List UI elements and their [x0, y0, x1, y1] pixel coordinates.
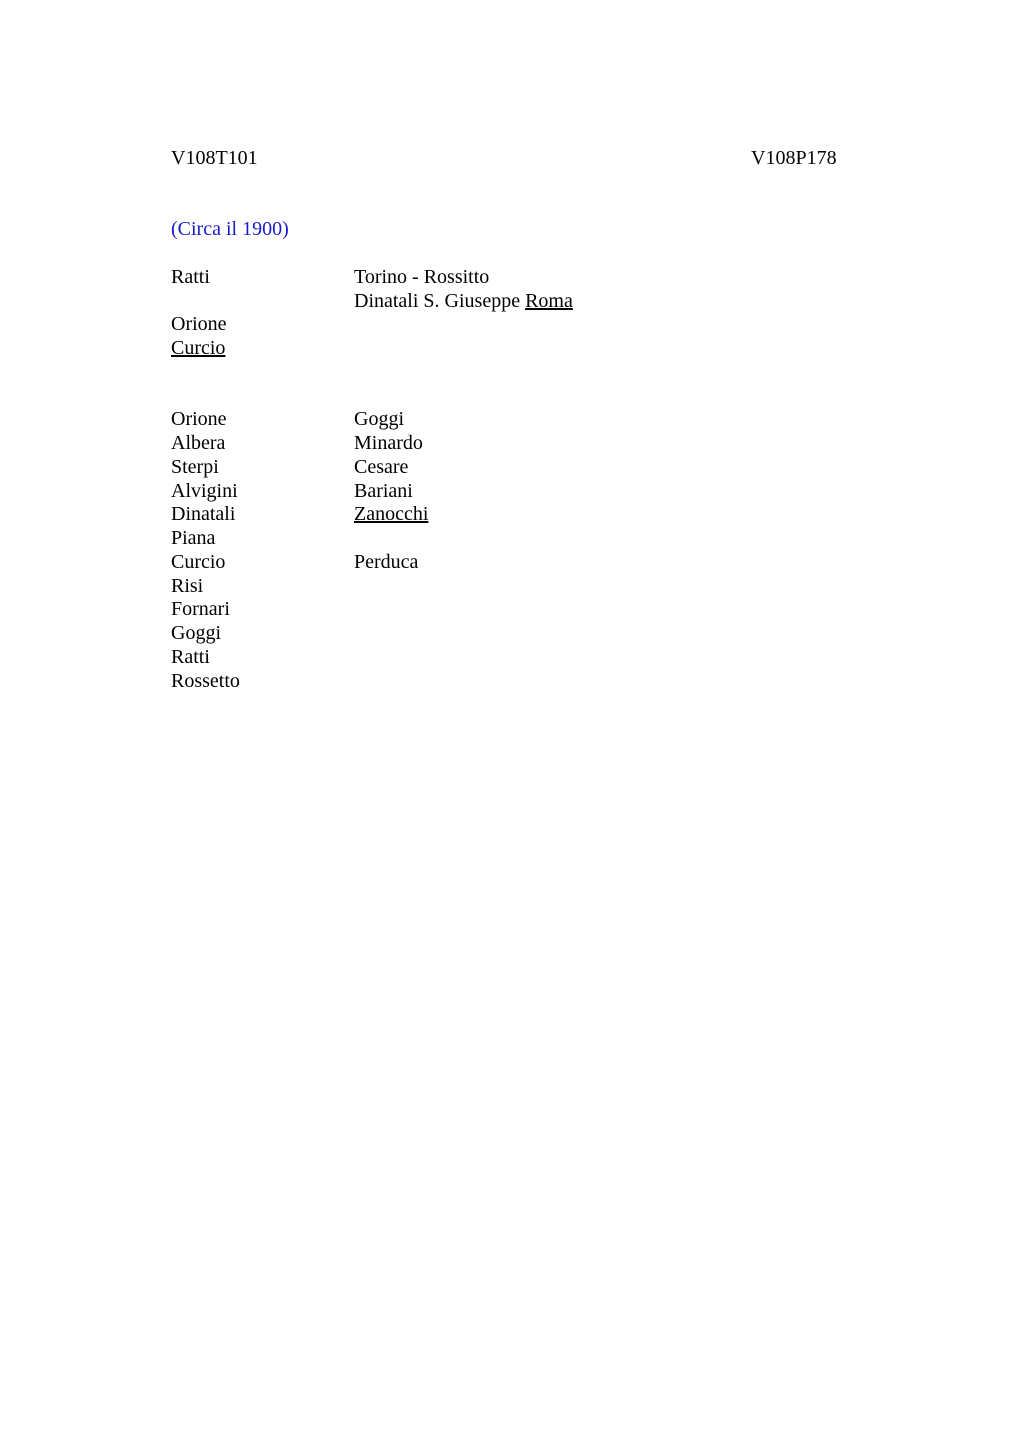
block2-left-name: Dinatali [171, 503, 236, 525]
block2-left-name: Piana [171, 527, 216, 549]
block2-right-name: Cesare [354, 456, 409, 478]
document-code-left: V108T101 [171, 147, 258, 169]
block2-left-name: Orione [171, 408, 227, 430]
block2-left-name: Ratti [171, 646, 210, 668]
block2-left-name: Rossetto [171, 670, 240, 692]
block2-left-name: Goggi [171, 622, 221, 644]
block2-left-name: Alvigini [171, 480, 238, 502]
block2-right-name: Perduca [354, 551, 419, 573]
block2-right-name: Bariani [354, 480, 413, 502]
block2-right-name: Minardo [354, 432, 423, 454]
block2-left-name: Albera [171, 432, 226, 454]
block1-right-line1: Torino - Rossitto [354, 266, 490, 288]
block1-right-line2-underlined: Roma [525, 290, 573, 312]
block1-left-name-underlined: Curcio [171, 337, 226, 359]
block1-left-name: Orione [171, 313, 227, 335]
block2-left-name: Curcio [171, 551, 226, 573]
block1-right-line2-prefix: Dinatali S. Giuseppe [354, 290, 526, 312]
block2-right-name: Goggi [354, 408, 404, 430]
document-code-right: V108P178 [751, 147, 837, 169]
block2-right-name-underlined: Zanocchi [354, 503, 429, 525]
date-note: (Circa il 1900) [171, 218, 289, 240]
block2-left-name: Sterpi [171, 456, 219, 478]
block1-left-name: Ratti [171, 266, 210, 288]
block1-right-line2 [354, 289, 573, 313]
block2-left-name: Risi [171, 575, 204, 597]
block2-left-name: Fornari [171, 598, 230, 620]
